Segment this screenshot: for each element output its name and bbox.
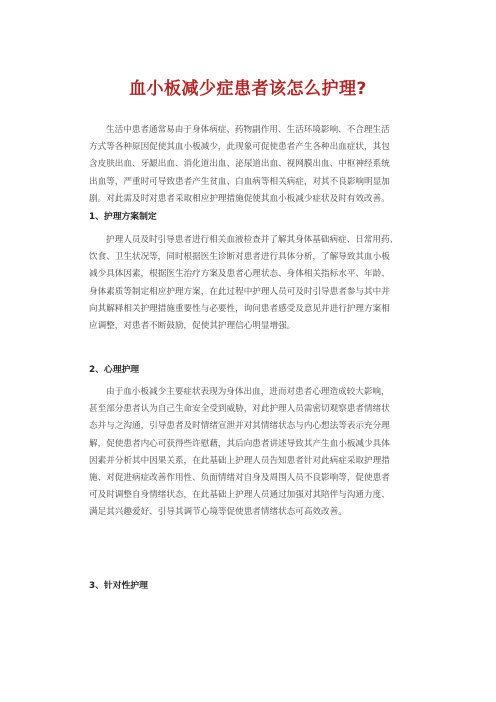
section-paragraph-plan <box>89 232 429 335</box>
paragraph-line: 可及时调整自身情绪状态，在此基础上护理人员通过加强对其陪伴与沟通力度、 <box>89 490 390 501</box>
paragraph-line: 由于血小板减少主要症状表现为身体出血，进而对患者心理造成较大影响， <box>106 387 390 397</box>
intro-line: 生活中患者通常易由于身体病症、药物副作用、生活环境影响、不合理生活 <box>106 125 390 135</box>
page-title: 血小板减少症患者该怎么护理? <box>129 79 367 99</box>
paragraph-line: 向其解释相关护理措施重要性与必要性，询问患者感受及意见并进行护理方案相 <box>89 303 390 314</box>
paragraph-line: 态并与之沟通，引导患者及时情绪宣泄并对其情绪状态与内心想法等表示充分理 <box>89 421 390 432</box>
intro-line: 出血等，严重时可导致患者产生贫血、白血病等相关病症，对其不良影响明显加 <box>89 176 390 187</box>
paragraph-line: 满足其兴趣爱好、引导其调节心境等促使患者情绪状态可高效改善。 <box>89 507 347 518</box>
paragraph-line: 饮食、卫生状况等，同时根据医生诊断对患者进行具体分析，了解导致其血小板 <box>89 252 390 263</box>
section-heading-plan: 1、护理方案制定 <box>89 212 157 222</box>
section-heading-targeted: 3、针对性护理 <box>89 581 148 591</box>
intro-line: 剧。对此需及时对患者采取相应护理措施促使其血小板减少症状及时有效改善。 <box>89 193 390 204</box>
paragraph-line: 身体素质等制定相应护理方案，在此过程中护理人员可及时引导患者参与其中并 <box>89 286 390 297</box>
paragraph-line: 解，促使患者内心可获得些许慰藉，其后向患者讲述导致其产生血小板减少具体 <box>89 438 390 449</box>
paragraph-line: 应调整，对患者不断鼓励，促使其护理信心明显增强。 <box>89 321 296 332</box>
section-heading-psych: 2、心理护理 <box>89 365 140 375</box>
intro-line: 方式等各种原因促使其血小板减少，此现象可促使患者产生各种出血症状，其包 <box>89 142 390 153</box>
intro-line: 含皮肤出血、牙龈出血、消化道出血、泌尿道出血、视网膜出血、中枢神经系统 <box>89 159 390 170</box>
paragraph-line: 施、对促进病症改善作用性、负面情绪对自身及周围人员不良影响等，促使患者 <box>89 473 390 484</box>
paragraph-line: 减少具体因素，根据医生治疗方案及患者心理状态、身体相关指标水平、年龄、 <box>89 269 390 280</box>
paragraph-line: 因素并分析其中因果关系，在此基础上护理人员告知患者针对此病症采取护理措 <box>89 455 390 466</box>
section-paragraph-psych <box>89 384 429 522</box>
intro-paragraph <box>89 122 429 208</box>
paragraph-line: 甚至部分患者认为自己生命安全受到威胁，对此护理人员需密切观察患者情绪状 <box>89 404 390 415</box>
paragraph-line: 护理人员及时引导患者进行相关血液检查并了解其身体基础病症、日常用药、 <box>106 235 399 245</box>
